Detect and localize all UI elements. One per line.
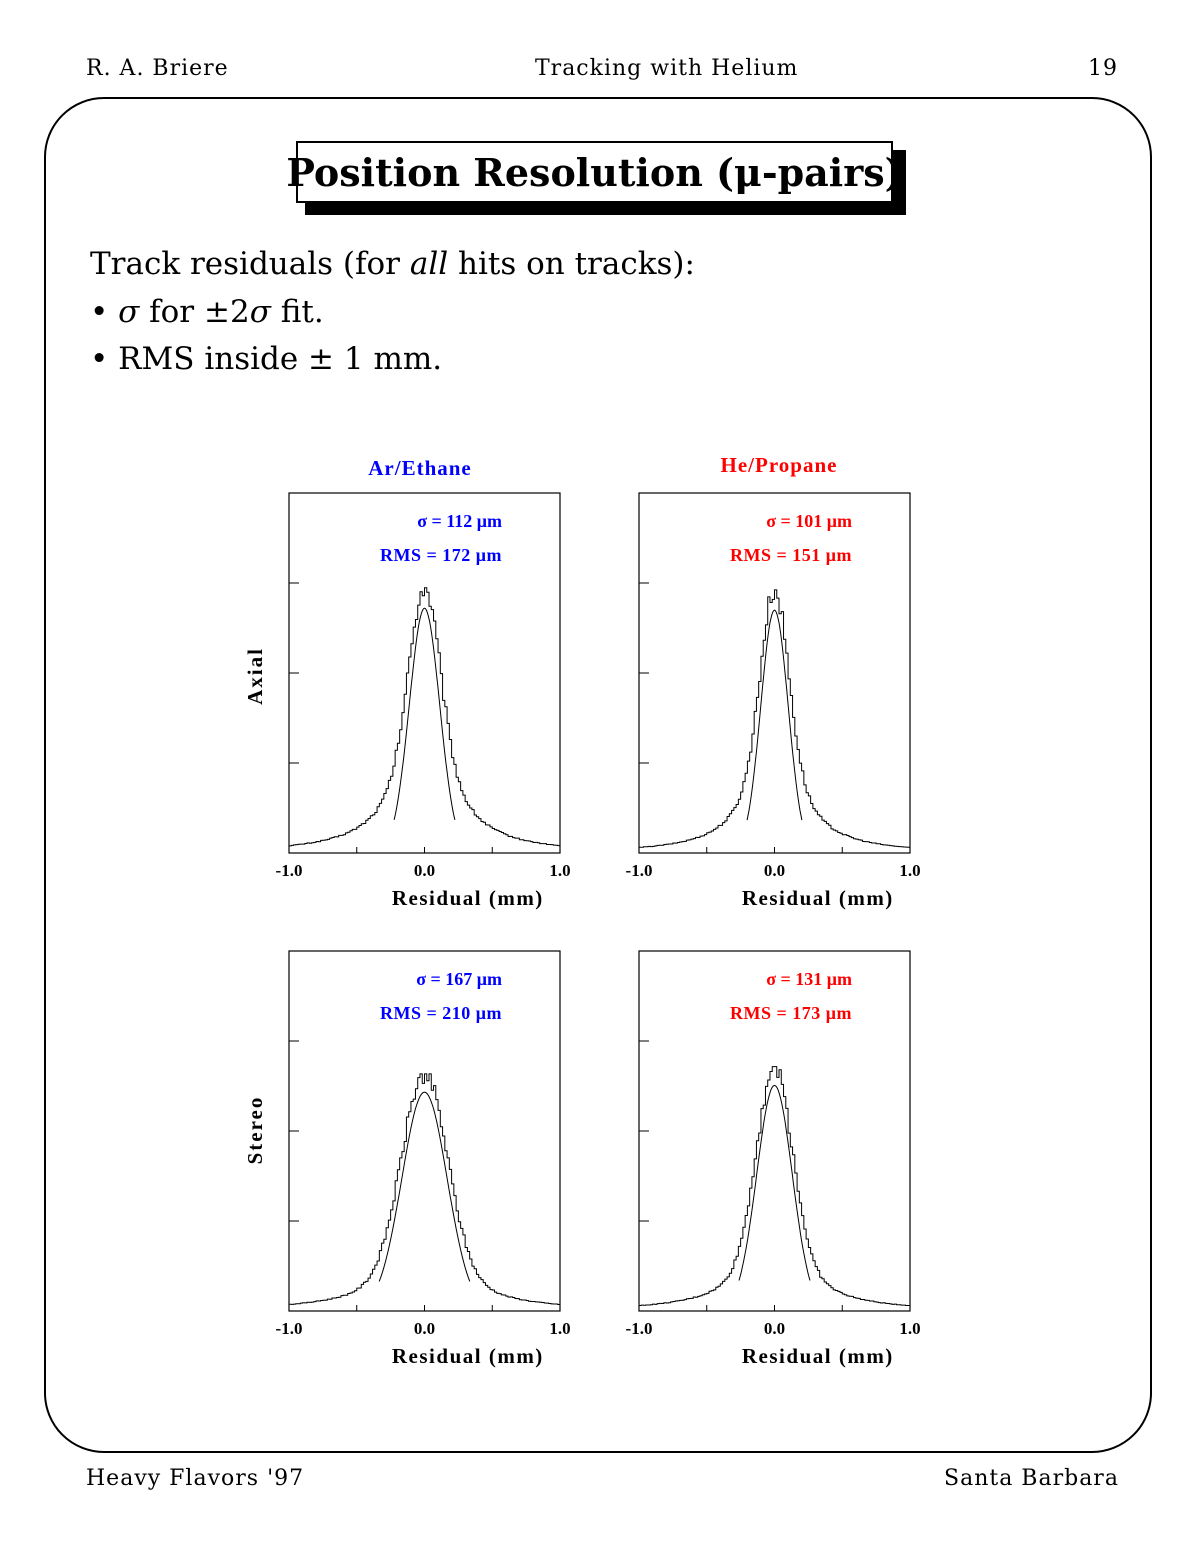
- header-author: R. A. Briere: [86, 56, 229, 81]
- x-tick-label: 1.0: [899, 861, 921, 880]
- rms-annotation: RMS = 210 μm: [380, 1003, 502, 1023]
- bullet-icon: •: [90, 294, 119, 330]
- x-tick-label: 0.0: [413, 1319, 436, 1338]
- x-tick-label: 0.0: [763, 1319, 786, 1338]
- intro-pre: Track residuals (for: [90, 246, 410, 282]
- rms-annotation: RMS = 151 μm: [730, 545, 852, 565]
- histogram-steps: [639, 590, 910, 853]
- sigma-annotation: σ = 112 μm: [417, 511, 502, 531]
- x-tick-label: -1.0: [275, 861, 303, 880]
- gaussian-fit-curve: [379, 1092, 470, 1281]
- gaussian-fit-curve: [747, 610, 802, 820]
- gaussian-fit-curve: [394, 608, 455, 820]
- page-number: 19: [1088, 56, 1118, 81]
- x-tick-label: 1.0: [549, 1319, 571, 1338]
- row-label-stereo: Stereo: [243, 1095, 267, 1165]
- x-axis-label: Residual (mm): [391, 886, 544, 910]
- x-axis-label: Residual (mm): [741, 886, 894, 910]
- page-title-text: Position Resolution (μ-pairs): [286, 149, 903, 195]
- bullet1-a: σ: [118, 294, 140, 330]
- rms-annotation: RMS = 173 μm: [730, 1003, 852, 1023]
- sigma-annotation: σ = 101 μm: [766, 511, 852, 531]
- x-tick-label: 1.0: [899, 1319, 921, 1338]
- sigma-annotation: σ = 167 μm: [416, 969, 502, 989]
- bullet1-b: for ±2: [139, 294, 250, 330]
- intro-emphasis: all: [409, 246, 449, 282]
- bullet-icon: •: [90, 341, 119, 377]
- histogram-steps: [639, 1067, 910, 1311]
- x-tick-label: 0.0: [763, 861, 786, 880]
- bullet1-c: σ: [249, 294, 271, 330]
- x-tick-label: -1.0: [625, 1319, 653, 1338]
- footer-location: Santa Barbara: [944, 1466, 1119, 1491]
- column-label-he-propane: He/Propane: [720, 453, 838, 477]
- sigma-annotation: σ = 131 μm: [766, 969, 852, 989]
- footer-conference: Heavy Flavors '97: [86, 1466, 305, 1491]
- gaussian-fit-curve: [739, 1085, 810, 1280]
- x-tick-label: 1.0: [549, 861, 571, 880]
- column-label-ar-ethane: Ar/Ethane: [368, 456, 472, 480]
- row-label-axial: Axial: [243, 647, 267, 705]
- histogram-steps: [289, 1074, 560, 1311]
- x-tick-label: -1.0: [275, 1319, 303, 1338]
- x-axis-label: Residual (mm): [741, 1344, 894, 1368]
- x-axis-label: Residual (mm): [391, 1344, 544, 1368]
- rms-annotation: RMS = 172 μm: [380, 545, 502, 565]
- histogram-steps: [289, 588, 560, 853]
- intro-post: hits on tracks):: [448, 246, 695, 282]
- x-tick-label: 0.0: [413, 861, 436, 880]
- bullet1-d: fit.: [270, 294, 324, 330]
- header-topic: Tracking with Helium: [535, 56, 799, 81]
- bullet2-text: RMS inside ± 1 mm.: [118, 341, 443, 377]
- x-tick-label: -1.0: [625, 861, 653, 880]
